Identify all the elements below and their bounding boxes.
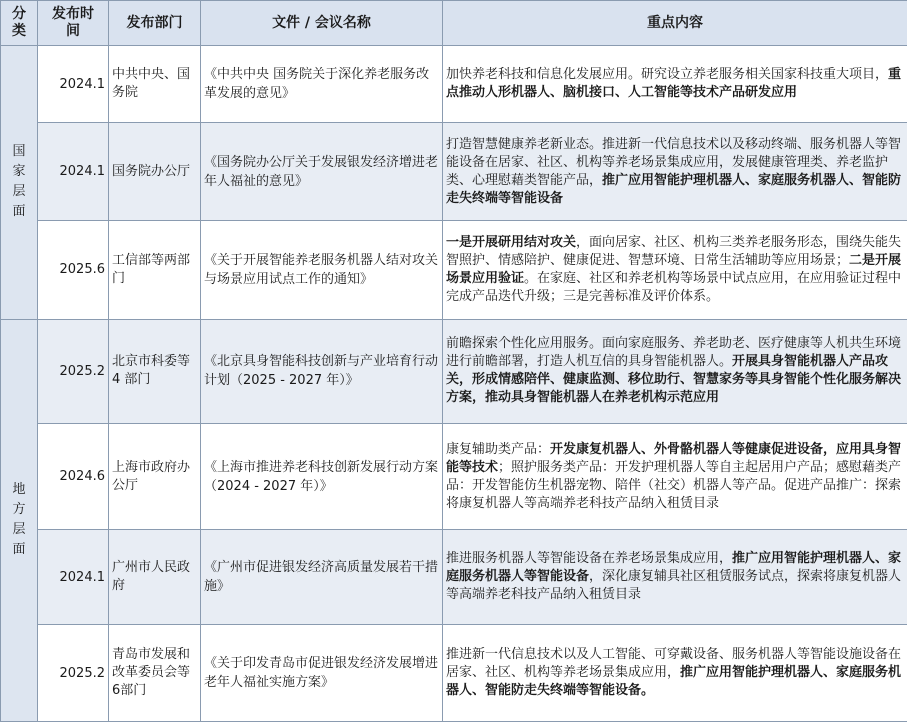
row-date: 2025.6 <box>38 221 109 320</box>
row-date: 2025.2 <box>38 319 109 424</box>
header-date: 发布时间 <box>38 1 109 46</box>
header-row <box>1 1 907 46</box>
row-department: 中共中央、国务院 <box>109 46 201 123</box>
row-department: 北京市科委等 4 部门 <box>109 319 201 424</box>
row-document: 《国务院办公厅关于发展银发经济增进老年人福祉的意见》 <box>201 123 443 221</box>
key-point-text: 前瞻探索个性化应用服务。面向家庭服务、养老助老、医疗健康等人机共生环境进行前瞻部署，打造人机互信的具身智能机器人。 <box>446 336 902 370</box>
key-point-text: 推进新一代信息技术以及人工智能、可穿戴设备、服务机器人等智能设施设备在居家、社区、机构等养老场景集成应用， <box>446 647 902 681</box>
key-point-highlight: 推广应用智能护理机器人、家庭服务机器人、智能防走失终端等智能设备 <box>446 172 902 206</box>
table-row <box>1 625 907 722</box>
key-point-highlight: 开展具身智能机器人产品攻关，形成情感陪伴、健康监测、移位助行、智慧家务等具身智能个性化服务解决方案，推动具身智能机器人在养老机构示范应用 <box>446 354 902 406</box>
table-row <box>1 424 907 530</box>
header-document: 文件 / 会议名称 <box>201 1 443 46</box>
row-document: 《广州市促进银发经济高质量发展若干措施》 <box>201 529 443 625</box>
row-key-points <box>443 46 907 123</box>
table-row <box>1 123 907 221</box>
category-local: 地方层面 <box>1 319 38 721</box>
key-point-text: 打造智慧健康养老新业态。推进新一代信息技术以及移动终端、服务机器人等智能设备在居家、社区、机构等养老场景集成应用，发展健康管理类、养老监护类、心理慰藉类智能产品， <box>446 136 902 188</box>
key-point-text: 推进服务机器人等智能设备在养老场景集成应用， <box>446 551 733 567</box>
row-department: 广州市人民政府 <box>109 529 201 625</box>
row-document: 《中共中央 国务院关于深化养老服务改革发展的意见》 <box>201 46 443 123</box>
row-document: 《关于开展智能养老服务机器人结对攻关与场景应用试点工作的通知》 <box>201 221 443 320</box>
row-department: 国务院办公厅 <box>109 123 201 221</box>
row-date: 2025.2 <box>38 625 109 722</box>
row-key-points <box>443 123 907 221</box>
key-point-text: 康复辅助类产品： <box>446 441 551 457</box>
row-date: 2024.1 <box>38 46 109 123</box>
table-row <box>1 46 907 123</box>
header-key-points: 重点内容 <box>443 1 907 46</box>
table-row <box>1 319 907 424</box>
category-national: 国家层面 <box>1 46 38 320</box>
key-point-text: 加快养老科技和信息化发展应用。研究设立养老服务相关国家科技重大项目， <box>446 67 889 83</box>
key-point-text: 。在家庭、社区和养老机构等场景中试点应用，在应用验证过程中完成产品迭代升级；三是完善标准及评价体系。 <box>446 270 902 304</box>
row-key-points <box>443 424 907 530</box>
table-row <box>1 221 907 320</box>
row-key-points <box>443 319 907 424</box>
key-point-highlight: 开发康复机器人、外骨骼机器人等健康促进设备，应用具身智能等技术 <box>446 441 902 475</box>
row-key-points <box>443 221 907 320</box>
header-category: 分类 <box>1 1 38 46</box>
row-document: 《北京具身智能科技创新与产业培育行动计划（2025 - 2027 年）》 <box>201 319 443 424</box>
row-department: 工信部等两部门 <box>109 221 201 320</box>
row-date: 2024.1 <box>38 123 109 221</box>
row-date: 2024.1 <box>38 529 109 625</box>
header-department: 发布部门 <box>109 1 201 46</box>
key-point-text: ；照护服务类产品：开发护理机器人等自主起居用户产品；感慰藉类产品：开发智能仿生机器宠物、陪伴（社交）机器人等产品。促进产品推广：探索将康复机器人等高端养老科技产品纳入租赁目录 <box>446 459 902 511</box>
key-point-highlight: 重点推动人形机器人、脑机接口、人工智能等技术产品研发应用 <box>446 67 902 101</box>
key-point-text: ，深化康复辅具社区租赁服务试点，探索将康复机器人等高端养老科技产品纳入租赁目录 <box>446 569 902 603</box>
key-point-highlight: 一是开展研用结对攻关 <box>446 234 577 250</box>
key-point-text: ，面向居家、社区、机构三类养老服务形态，围绕失能失智照护、情感陪护、健康促进、智慧环境、日常生活辅助等应用场景； <box>446 234 902 268</box>
row-document: 《关于印发青岛市促进银发经济发展增进老年人福祉实施方案》 <box>201 625 443 722</box>
table-row <box>1 529 907 625</box>
row-key-points <box>443 625 907 722</box>
row-date: 2024.6 <box>38 424 109 530</box>
row-key-points <box>443 529 907 625</box>
key-point-highlight: 推广应用智能护理机器人、家庭服务机器人、智能防走失终端等智能设备。 <box>446 665 902 699</box>
key-point-highlight: 推广应用智能护理机器人、家庭服务机器人等智能设备 <box>446 551 902 585</box>
key-point-highlight: 二是开展场景应用验证 <box>446 252 902 286</box>
row-department: 青岛市发展和改革委员会等6部门 <box>109 625 201 722</box>
row-department: 上海市政府办公厅 <box>109 424 201 530</box>
row-document: 《上海市推进养老科技创新发展行动方案（2024 - 2027 年）》 <box>201 424 443 530</box>
